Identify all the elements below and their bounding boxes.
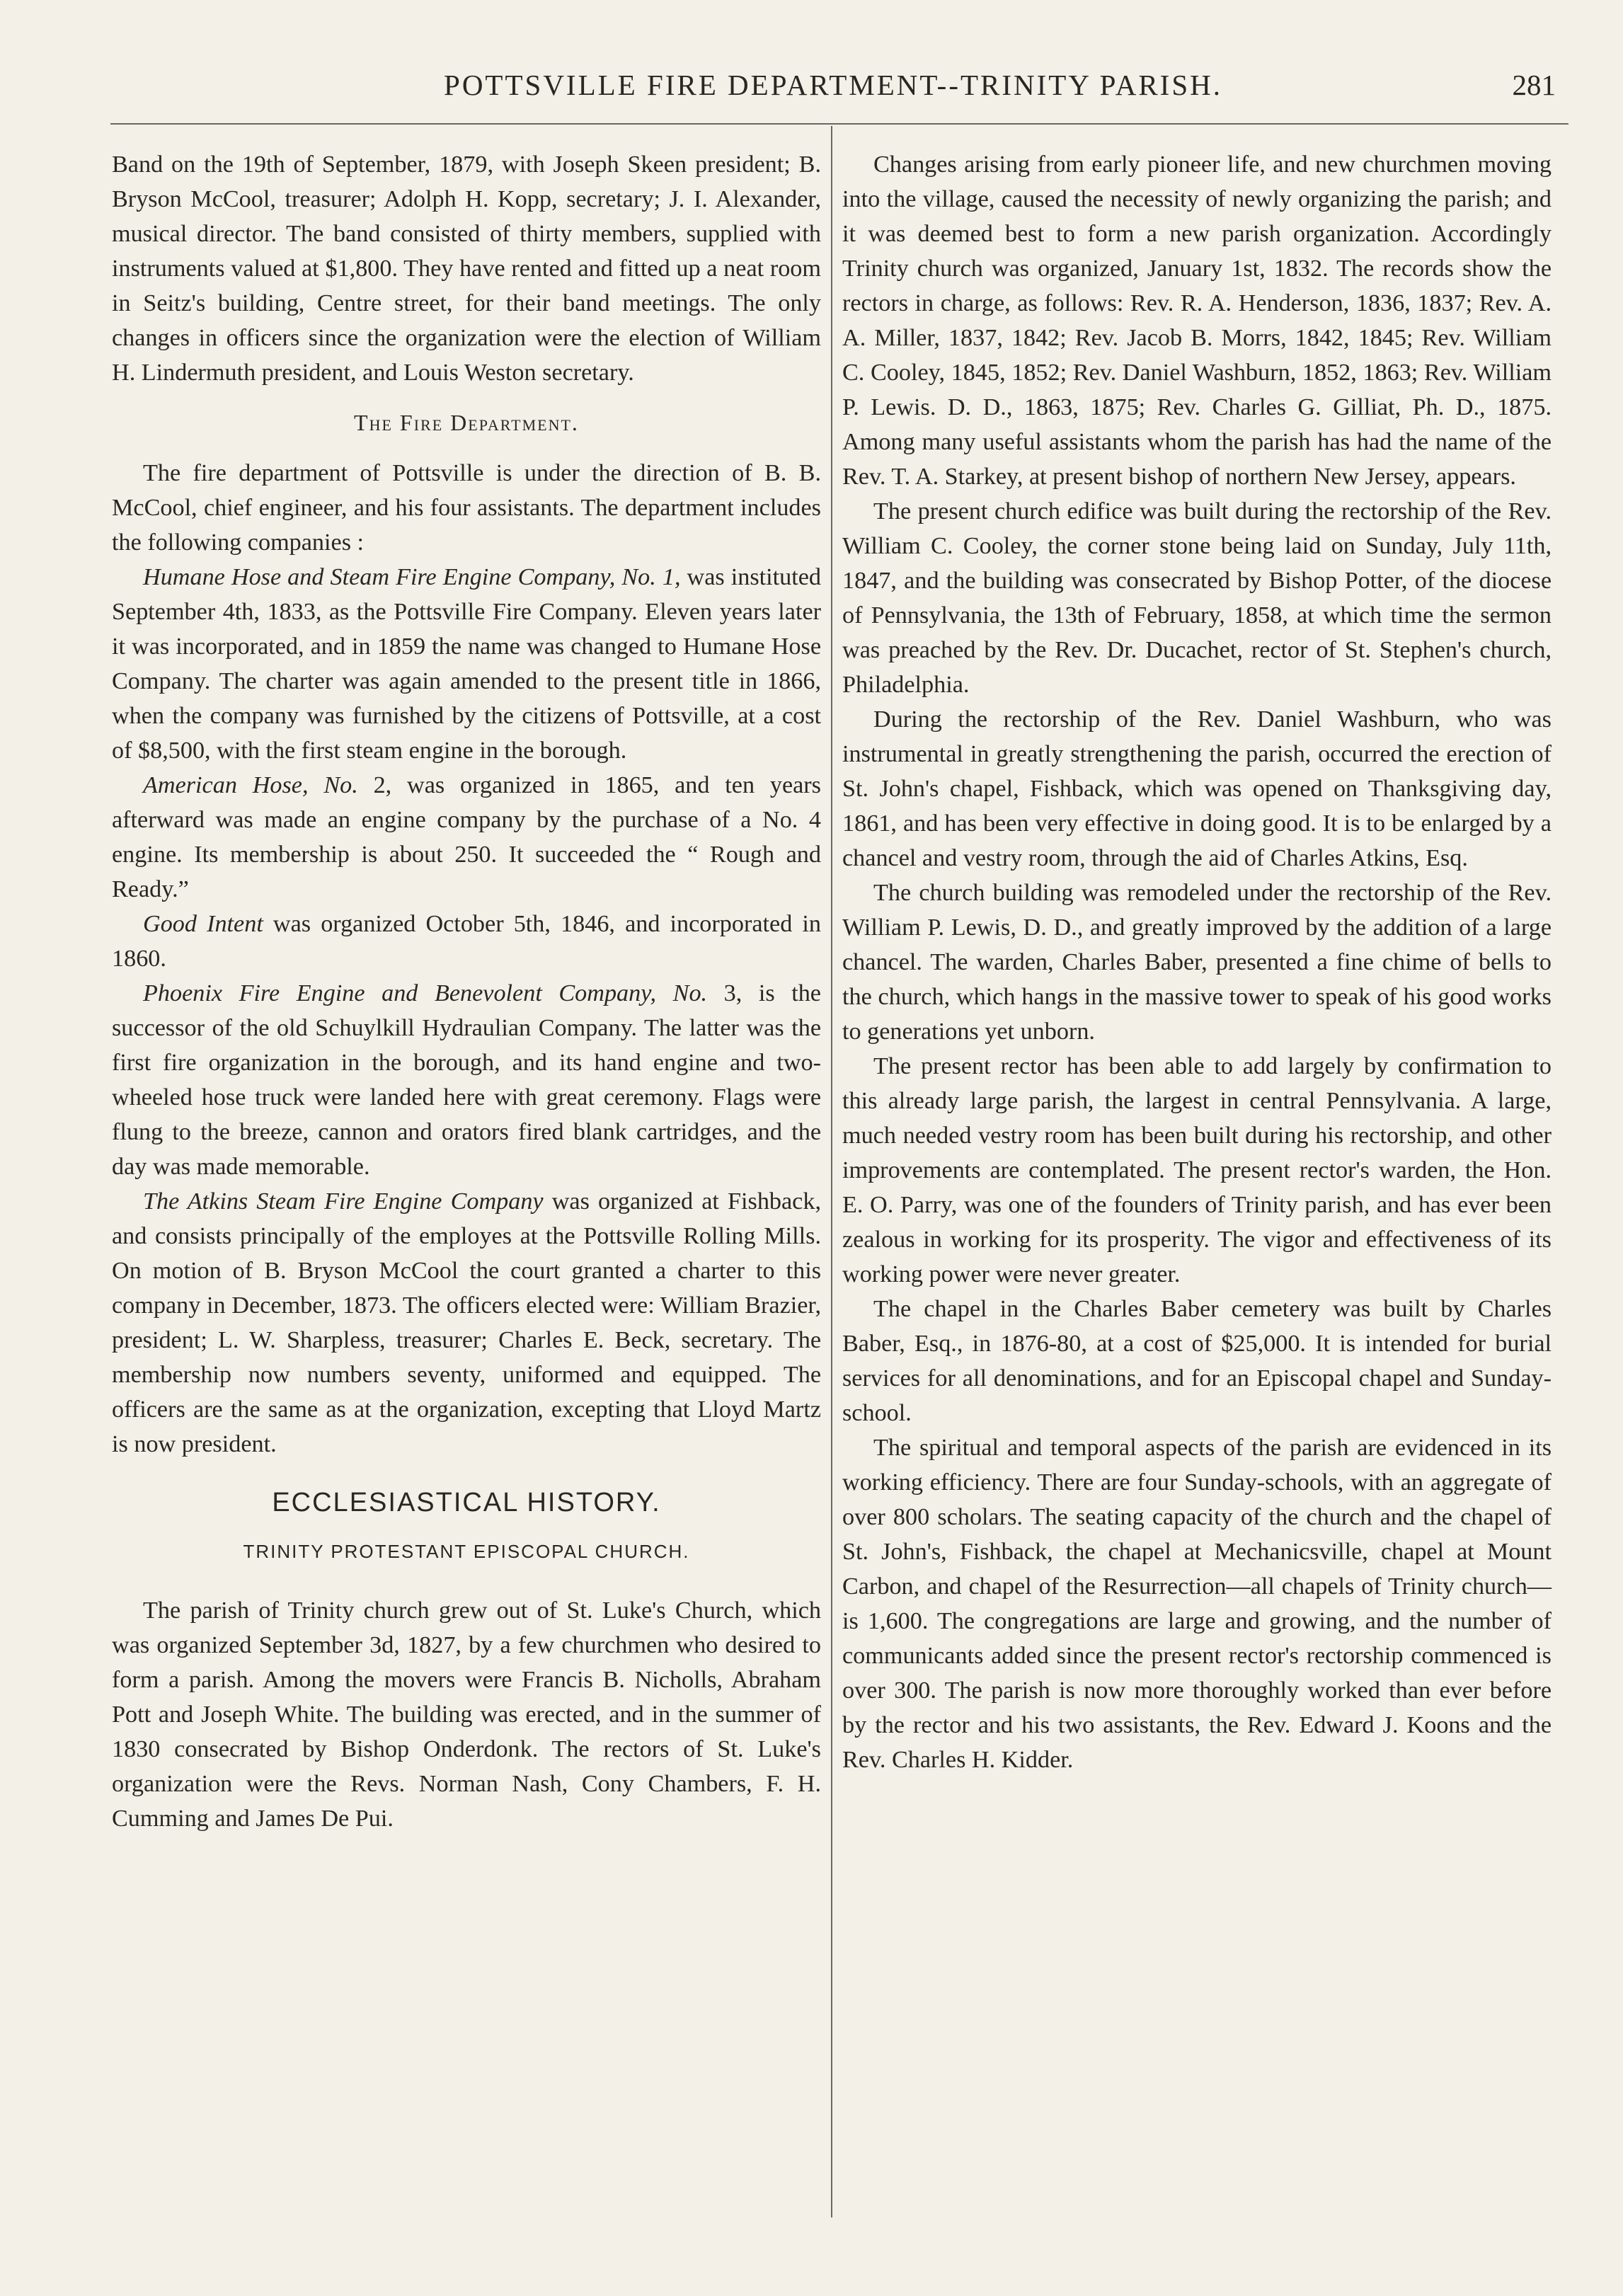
paragraph-band: Band on the 19th of September, 1879, with Joseph Skeen president; B. Bryson McCool, treasurer; Adolph H. Kopp, secretary; J. I. Alexander, musical director. The band consisted of thirty members, supplied with instruments valued at $1,800. They have rented and fitted up a neat room in Seitz's building, Centre street, for their band meetings. The only changes in officers since the organization were the election of William H. Lindermuth president, and Louis Weston secretary. <box>112 151 821 386</box>
paragraph-edifice: The present church edifice was built during the rectorship of the Rev. William C. Cooley, the corner stone being laid on Sunday, July 11th, 1847, and the building was consecrated by Bishop Potter, of the diocese of Pennsylvania, the 13th of February, 1858, at which time the sermon was preached by the Rev. Dr. Ducachet, rector of St. Stephen's church, Philadelphia. <box>842 498 1552 698</box>
company-name-american: American Hose, No. <box>143 772 358 798</box>
right-column <box>842 147 1552 1777</box>
paragraph-present-rector: The present rector has been able to add largely by confirmation to this already large parish, the largest in central Pennsylvania. A large, much needed vestry room has been built during his rectorship, and other improvements are contemplated. The present rector's warden, the Hon. E. O. Parry, was one of the founders of Trinity parish, and has ever been zealous in working for its prosperity. The vigor and effectiveness of its working power were never greater. <box>842 1053 1552 1287</box>
header-rule <box>110 123 1568 125</box>
heading-fire-department: The Fire Department. <box>354 410 579 435</box>
running-header <box>0 68 1623 117</box>
left-column <box>112 147 821 1836</box>
company-name-humane: Humane Hose and Steam Fire Engine Company, No. 1, <box>143 564 681 590</box>
humane-text: was instituted September 4th, 1833, as the Pottsville Fire Company. Eleven years later it was incorporated, and in 1859 the name was changed to Humane Hose Company. The charter was again amended to the present title in 1866, when the company was furnished by the citizens of Pottsville, at a cost of $8,500, with the first steam engine in the borough. <box>112 564 822 764</box>
paragraph-remodeled: The church building was remodeled under the rectorship of the Rev. William P. Lewis, D. D., and greatly improved by the addition of a large chancel. The warden, Charles Baber, presented a fine chime of bells to the church, which hangs in the massive tower to speak of his good works to generations yet unborn. <box>842 880 1552 1045</box>
page-number: 281 <box>1512 69 1556 101</box>
paragraph-atkins <box>112 1184 821 1462</box>
american-text: 2, was organized in 1865, and ten years afterward was made an engine company by the purchase of a No. 4 engine. Its membership is about 250. It succeeded the “ Rough and Ready.” <box>112 772 821 902</box>
paragraph-trinity-origin: The parish of Trinity church grew out of St. Luke's Church, which was organized September 3d, 1827, by a few churchmen who desired to form a parish. Among the movers were Francis B. Nicholls, Abraham Pott and Joseph White. The building was erected, and in the summer of 1830 consecrated by Bishop Onderdonk. The rectors of St. Luke's organization were the Revs. Norman Nash, Cony Chambers, F. H. Cumming and James De Pui. <box>112 1597 821 1832</box>
company-name-atkins: The Atkins Steam Fire Engine Company <box>143 1188 544 1215</box>
atkins-text: was organized at Fishback, and consists principally of the employes at the Pottsville Rolling Mills. On motion of B. Bryson McCool the court granted a charter to this company in December, 1873. The officers elected were: William Brazier, president; L. W. Sharpless, treasurer; Charles E. Beck, secretary. The membership now numbers seventy, uniformed and equipped. The officers are the same as at the organization, excepting that Lloyd Martz is now president. <box>112 1188 822 1457</box>
company-name-good-intent: Good Intent <box>143 911 263 937</box>
paragraph-spiritual: The spiritual and temporal aspects of the parish are evidenced in its working efficiency. There are four Sunday-schools, with an aggregate of over 800 scholars. The seating capacity of the church and the chapel of St. John's, Fishback, the chapel at Mechanicsville, chapel at Mount Carbon, and chapel of the Resurrection—all chapels of Trinity church—is 1,600. The congregations are large and growing, and the number of communicants added since the present rector's rectorship commenced is over 300. The parish is now more thoroughly worked than ever before by the rector and his two assistants, the Rev. Edward J. Koons and the Rev. Charles H. Kidder. <box>842 1435 1552 1773</box>
paragraph-cemetery-chapel: The chapel in the Charles Baber cemetery was built by Charles Baber, Esq., in 1876-80, at a cost of $25,000. It is intended for burial services for all denominations, and for an Episcopal chapel and Sunday-school. <box>842 1296 1552 1426</box>
paragraph-washburn: During the rectorship of the Rev. Daniel Washburn, who was instrumental in greatly strengthening the parish, occurred the erection of St. John's chapel, Fishback, which was opened on Thanksgiving day, 1861, and has been very effective in doing good. It is to be enlarged by a chancel and vestry room, through the aid of Charles Atkins, Esq. <box>842 706 1552 871</box>
heading-trinity-church: TRINITY PROTESTANT EPISCOPAL CHURCH. <box>243 1541 690 1562</box>
paragraph-american-hose <box>112 768 821 907</box>
good-intent-text: was organized October 5th, 1846, and incorporated in 1860. <box>112 911 821 972</box>
paragraph-humane-hose <box>112 560 821 768</box>
paragraph-phoenix <box>112 976 821 1184</box>
paragraph-good-intent <box>112 907 821 976</box>
paragraph-changes: Changes arising from early pioneer life, and new churchmen moving into the village, caused the necessity of newly organizing the parish; and it was deemed best to form a new parish organization. Accordingly Trinity church was organized, January 1st, 1832. The records show the rectors in charge, as follows: Rev. R. A. Henderson, 1836, 1837; Rev. A. A. Miller, 1837, 1842; Rev. Jacob B. Morrs, 1842, 1845; Rev. William C. Cooley, 1845, 1852; Rev. Daniel Washburn, 1852, 1863; Rev. William P. Lewis. D. D., 1863, 1875; Rev. Charles G. Gilliat, Ph. D., 1875. Among many useful assistants whom the parish has had the name of the Rev. T. A. Starkey, at present bishop of northern New Jersey, appears. <box>842 151 1552 490</box>
paragraph-fire-department: The fire department of Pottsville is under the direction of B. B. McCool, chief engineer, and his four assistants. The department includes the following companies : <box>112 460 821 556</box>
phoenix-text: 3, is the successor of the old Schuylkill Hydraulian Company. The latter was the first fire organization in the borough, and its hand engine and two-wheeled hose truck were landed here with great ceremony. Flags were flung to the breeze, cannon and orators fired blank cartridges, and the day was made memorable. <box>112 980 821 1180</box>
column-divider <box>831 126 832 2217</box>
company-name-phoenix: Phoenix Fire Engine and Benevolent Company, No. <box>143 980 708 1006</box>
heading-ecclesiastical-history: ECCLESIASTICAL HISTORY. <box>272 1488 661 1517</box>
running-title: POTTSVILLE FIRE DEPARTMENT--TRINITY PARISH. <box>444 69 1222 101</box>
